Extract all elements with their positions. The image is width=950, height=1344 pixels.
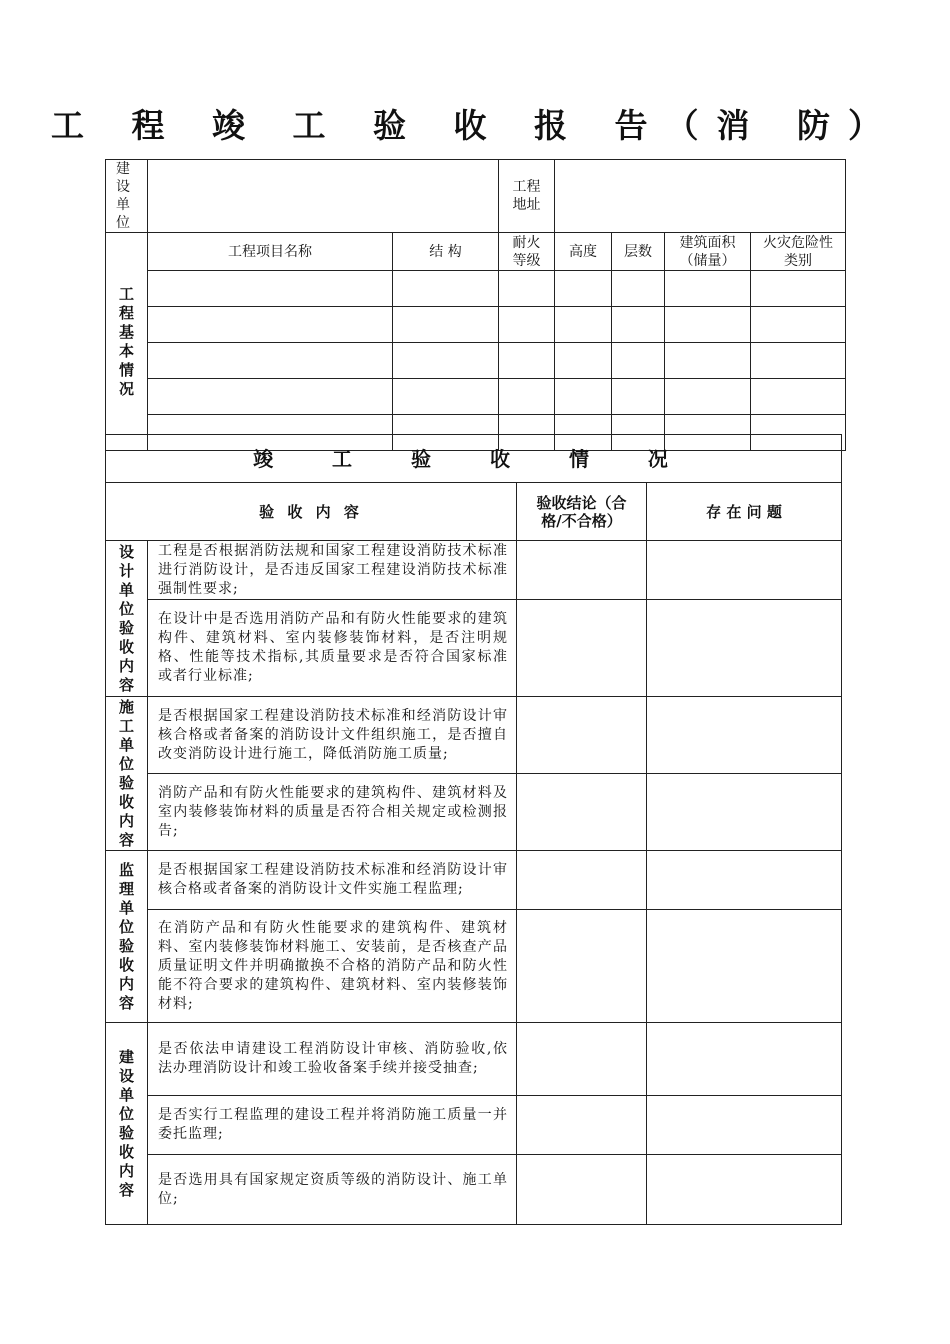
address-value[interactable] <box>555 160 846 233</box>
conclusion-cell[interactable] <box>517 697 647 774</box>
item-text: 是否依法申请建设工程消防设计审核、消防验收,依法办理消防设计和竣工验收备案手续并接受抽查; <box>148 1023 517 1096</box>
col-fire-rating: 耐火等级 <box>499 233 555 271</box>
issues-cell[interactable] <box>647 1096 842 1155</box>
col-issues: 存 在 问 题 <box>647 483 842 541</box>
col-content: 验 收 内 容 <box>106 483 517 541</box>
item-text: 是否根据国家工程建设消防技术标准和经消防设计审核合格或者备案的消防设计文件组织施工，是否擅自改变消防设计进行施工，降低消防施工质量; <box>148 697 517 774</box>
basic-section-label: 工程基本情况 <box>106 233 148 451</box>
col-floors: 层数 <box>612 233 665 271</box>
conclusion-cell[interactable] <box>517 1096 647 1155</box>
group-label-construction: 施工单位验收内容 <box>106 697 148 851</box>
table-row <box>106 379 846 415</box>
issues-cell[interactable] <box>647 697 842 774</box>
conclusion-cell[interactable] <box>517 541 647 600</box>
table-row <box>106 343 846 379</box>
group-label-supervision: 监理单位验收内容 <box>106 851 148 1023</box>
address-label: 工程地址 <box>499 160 555 233</box>
table-row <box>106 271 846 307</box>
item-text: 消防产品和有防火性能要求的建筑构件、建筑材料及室内装修装饰材料的质量是否符合相关规定或检测报告; <box>148 774 517 851</box>
issues-cell[interactable] <box>647 851 842 910</box>
issues-cell[interactable] <box>647 1023 842 1096</box>
acceptance-heading: 竣 工 验 收 情 况 <box>106 435 842 483</box>
builder-value[interactable] <box>148 160 499 233</box>
issues-cell[interactable] <box>647 600 842 697</box>
group-label-builder: 建设单位验收内容 <box>106 1023 148 1225</box>
col-structure: 结 构 <box>393 233 499 271</box>
conclusion-cell[interactable] <box>517 600 647 697</box>
conclusion-cell[interactable] <box>517 774 647 851</box>
basic-info-table <box>105 159 846 451</box>
group-label-design: 设计单位验收内容 <box>106 541 148 697</box>
conclusion-cell[interactable] <box>517 910 647 1023</box>
item-text: 是否根据国家工程建设消防技术标准和经消防设计审核合格或者备案的消防设计文件实施工程监理; <box>148 851 517 910</box>
col-project-name: 工程项目名称 <box>148 233 393 271</box>
col-height: 高度 <box>555 233 612 271</box>
table-row <box>106 307 846 343</box>
conclusion-cell[interactable] <box>517 1023 647 1096</box>
item-text: 在设计中是否选用消防产品和有防火性能要求的建筑构件、建筑材料、室内装修装饰材料，是否注明规格、性能等技术指标,其质量要求是否符合国家标准或者行业标准; <box>148 600 517 697</box>
acceptance-table <box>105 434 842 1225</box>
page-title: 工 程 竣 工 验 收 报 告（消 防） <box>51 106 899 145</box>
col-hazard: 火灾危险性类别 <box>751 233 846 271</box>
conclusion-cell[interactable] <box>517 1155 647 1225</box>
conclusion-cell[interactable] <box>517 851 647 910</box>
col-conclusion: 验收结论（合格/不合格） <box>517 483 647 541</box>
item-text: 工程是否根据消防法规和国家工程建设消防技术标准进行消防设计，是否违反国家工程建设消防技术标准强制性要求; <box>148 541 517 600</box>
issues-cell[interactable] <box>647 774 842 851</box>
issues-cell[interactable] <box>647 541 842 600</box>
item-text: 在消防产品和有防火性能要求的建筑构件、建筑材料、室内装修装饰材料施工、安装前，是否核查产品质量证明文件并明确撤换不合格的消防产品和防火性能不符合要求的建筑构件、建筑材料、室内装修装饰材料; <box>148 910 517 1023</box>
issues-cell[interactable] <box>647 910 842 1023</box>
item-text: 是否选用具有国家规定资质等级的消防设计、施工单位; <box>148 1155 517 1225</box>
builder-label: 建设单位 <box>106 160 148 233</box>
col-area: 建筑面积（储量） <box>665 233 751 271</box>
issues-cell[interactable] <box>647 1155 842 1225</box>
item-text: 是否实行工程监理的建设工程并将消防施工质量一并委托监理; <box>148 1096 517 1155</box>
